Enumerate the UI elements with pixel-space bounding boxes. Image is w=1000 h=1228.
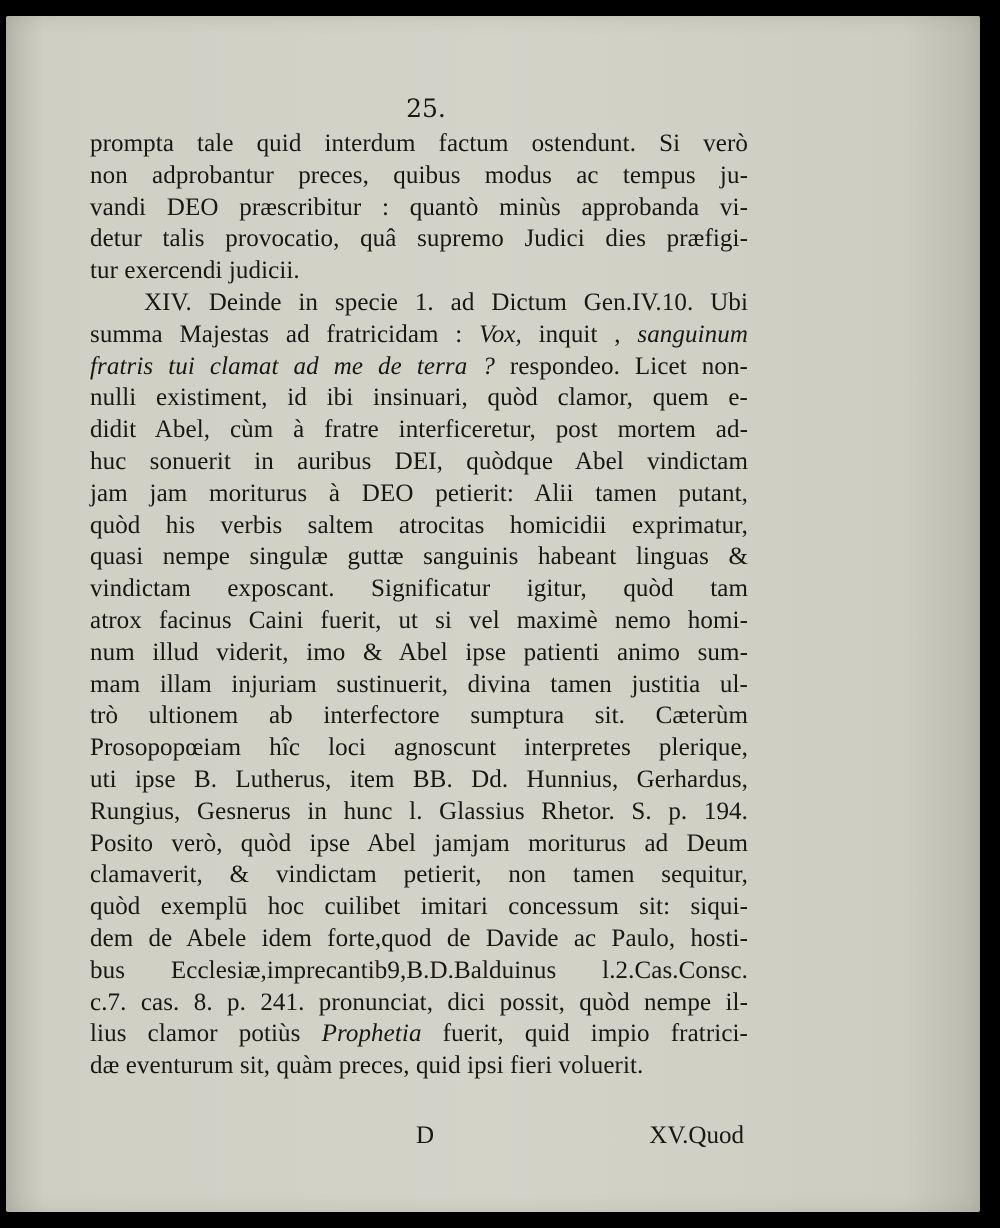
italic-text: Prophetia: [321, 1020, 422, 1048]
text-line: [90, 1050, 748, 1082]
text-line: [90, 287, 748, 319]
catchword: XV.Quod: [649, 1122, 744, 1149]
text-run: Rungius, Gesnerus in hunc l. Glassius Rhetor. S. p. 194.: [90, 797, 748, 825]
page-footer: [90, 1122, 748, 1156]
text-line: [90, 796, 748, 828]
text-line: [90, 700, 748, 732]
text-run: vandi DEO præscribitur : quantò minùs approbanda vi-: [90, 193, 748, 221]
text-run: prompta tale quid interdum factum ostendunt. Si verò: [90, 130, 748, 157]
text-run: non adprobantur preces, quibus modus ac tempus ju-: [90, 161, 748, 189]
text-run: vindictam exposcant. Significatur igitur, quòd tam: [90, 575, 748, 603]
text-run: quasi nempe singulæ guttæ sanguinis habeant linguas &: [90, 543, 748, 571]
text-run: quòd his verbis saltem atrocitas homicidii exprimatur,: [90, 511, 748, 539]
text-block: [90, 128, 748, 1082]
text-line: [90, 160, 748, 192]
text-run: trò ultionem ab interfectore sumptura sit. Cæterùm: [90, 702, 748, 730]
text-run: clamaverit, & vindictam petierit, non tamen sequitur,: [90, 861, 748, 889]
text-line: [90, 987, 748, 1019]
text-run: dem de Abele idem forte,quod de Davide ac Paulo, hosti-: [90, 924, 748, 952]
text-run: Posito verò, quòd ipse Abel jamjam moriturus ad Deum: [90, 829, 748, 857]
text-run: bus Ecclesiæ,imprecantib9,B.D.Balduinus l.2.Cas.Consc.: [90, 956, 748, 984]
page-number: 25.: [406, 94, 446, 123]
text-line: [90, 891, 748, 923]
text-run: inquit ,: [521, 320, 638, 348]
text-line: [90, 1018, 748, 1050]
text-run: quòd exemplū hoc cuilibet imitari concessum sit: siqui-: [90, 893, 748, 921]
text-line: [90, 478, 748, 510]
italic-text: Vox,: [479, 320, 522, 348]
text-run: detur talis provocatio, quâ supremo Judici dies præfigi-: [90, 225, 748, 253]
text-run: summa Majestas ad fratricidam :: [90, 320, 480, 348]
text-line: [90, 541, 748, 573]
paragraph: [90, 128, 748, 287]
text-line: [90, 605, 748, 637]
text-line: [90, 859, 748, 891]
text-run: huc sonuerit in auribus DEI, quòdque Abel vindictam: [90, 447, 748, 475]
text-run: atrox facinus Caini fuerit, ut si vel maximè nemo homi-: [90, 606, 748, 634]
paragraph: [90, 287, 748, 1082]
text-run: fuerit, quid impio fratrici-: [421, 1020, 748, 1048]
text-run: num illud viderit, imo & Abel ipse patienti animo sum-: [90, 638, 748, 666]
text-run: uti ipse B. Lutherus, item BB. Dd. Hunnius, Gerhardus,: [90, 765, 748, 793]
text-run: lius clamor potiùs: [90, 1020, 322, 1048]
text-line: [90, 414, 748, 446]
text-line: [90, 669, 748, 701]
text-line: [90, 573, 748, 605]
text-run: c.7. cas. 8. p. 241. pronunciat, dici possit, quòd nempe il-: [90, 988, 748, 1016]
signature-mark: D: [416, 1122, 435, 1149]
text-line: [90, 192, 748, 224]
text-run: mam illam injuriam sustinuerit, divina tamen justitia ul-: [90, 670, 748, 698]
text-line: [90, 923, 748, 955]
text-line: [90, 382, 748, 414]
text-line: [90, 955, 748, 987]
text-run: jam jam moriturus à DEO petierit: Alii tamen putant,: [90, 479, 748, 507]
text-line: [90, 510, 748, 542]
text-line: [90, 319, 748, 351]
text-line: [90, 351, 748, 383]
text-line: [90, 732, 748, 764]
text-line: [90, 764, 748, 796]
text-line: [90, 637, 748, 669]
text-line: [90, 446, 748, 478]
text-run: tur exercendi judicii.: [90, 257, 300, 285]
text-line: [90, 223, 748, 255]
text-line: [90, 255, 748, 287]
text-run: respondeo. Licet non-: [494, 352, 748, 380]
text-run: Prosopopœiam hîc loci agnoscunt interpretes plerique,: [90, 734, 748, 762]
text-line: [90, 828, 748, 860]
book-page: [6, 16, 980, 1212]
text-run: dæ eventurum sit, quàm preces, quid ipsi fieri voluerit.: [90, 1052, 644, 1080]
text-line: [90, 128, 748, 160]
text-run: nulli existiment, id ibi insinuari, quòd clamor, quem e-: [90, 384, 748, 412]
italic-text: sanguinum: [637, 320, 748, 348]
text-run: XIV. Deinde in specie 1. ad Dictum Gen.IV.10. Ubi: [144, 288, 748, 316]
italic-text: fratris tui clamat ad me de terra ?: [90, 352, 495, 380]
text-run: didit Abel, cùm à fratre interficeretur, post mortem ad-: [90, 416, 748, 444]
